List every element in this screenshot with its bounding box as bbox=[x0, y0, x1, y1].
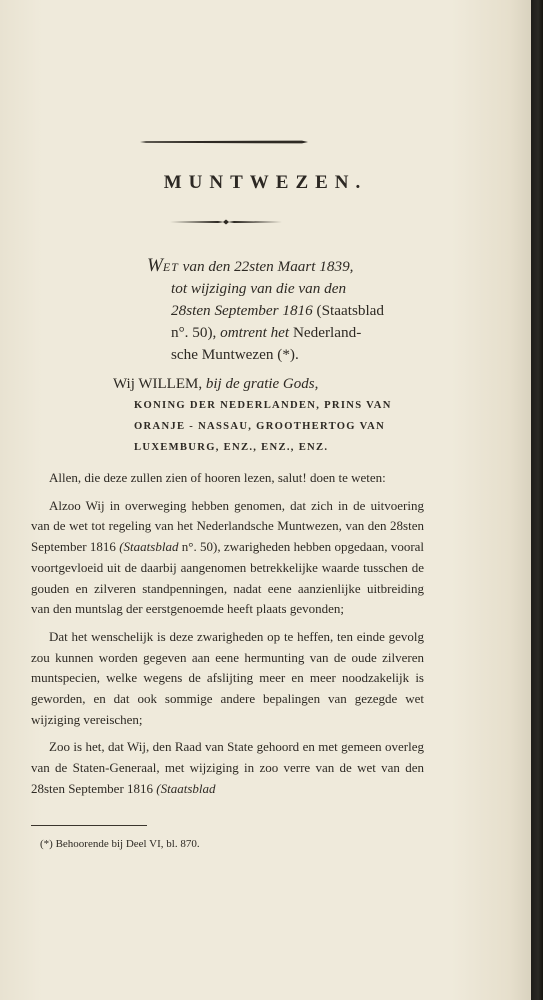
body-text bbox=[31, 468, 424, 807]
law-title-line-5: sche Muntwezen (*). bbox=[171, 346, 299, 363]
ornamental-divider bbox=[170, 218, 282, 226]
law-title-line-2: tot wijziging van die van den bbox=[171, 280, 347, 297]
paragraph-2: Alzoo Wij in overweging hebben genomen, dat zich in de uitvoering van de wet tot regeling van het Nederlandsche Muntwezen, van den 28sten September 1816 (Staatsblad n°. 50), zwarigheden hebben opgedaan, vooral voortgevloeid uit de daarbij aangenomen betrekkelijke waarde tusschen de gouden en zilveren standpenningen, nadat eene aanzienlijke uitbreiding van den muntslag der eerstgenoemde heeft plaats gevonden; bbox=[31, 497, 425, 617]
law-title bbox=[147, 255, 427, 366]
footnote-rule bbox=[31, 825, 147, 826]
footnote: (*) Behoorende bij Deel VI, bl. 870. bbox=[40, 838, 200, 850]
paragraph-4: Zoo is het, dat Wij, den Raad van State gehoord en met gemeen overleg van de Staten-Generaal, met wijziging in zoo verre van de wet van den 28sten September 1816 (Staatsblad bbox=[31, 739, 424, 796]
proclamation-line-4: LUXEMBURG, ENZ., ENZ., ENZ. bbox=[134, 442, 329, 453]
proclamation-gratie: bij de gratie Gods, bbox=[205, 376, 319, 392]
page-heading: MUNTWEZEN. bbox=[163, 172, 368, 193]
royal-proclamation bbox=[113, 373, 425, 458]
paragraph-1: Allen, die deze zullen zien of hooren lezen, salut! doen te weten: bbox=[49, 470, 386, 485]
top-ornamental-rule bbox=[140, 139, 308, 145]
law-title-line-3: 28sten September 1816 (Staatsblad bbox=[171, 302, 385, 319]
law-title-line-4: n°. 50), omtrent het Nederland- bbox=[171, 324, 362, 341]
law-title-line-1: WET van den 22sten Maart 1839, bbox=[147, 255, 354, 276]
paragraph-3: Dat het wenschelijk is deze zwarigheden op te heffen, ten einde gevolg zou kunnen worden gegeven aan eene hermunting van de oude zilveren muntspecien, welke wegens de afslijting meer en meer noodzakelijk is geworden, en dat ook sommige andere bepalingen van gezegde wet wijziging vereischen; bbox=[31, 628, 424, 727]
proclamation-wij: Wij WILLEM, bbox=[113, 376, 203, 392]
proclamation-line-2: KONING DER NEDERLANDEN, PRINS VAN bbox=[134, 400, 392, 411]
proclamation-line-3: ORANJE - NASSAU, GROOTHERTOG VAN bbox=[134, 421, 386, 432]
book-spine-edge bbox=[531, 0, 543, 1000]
